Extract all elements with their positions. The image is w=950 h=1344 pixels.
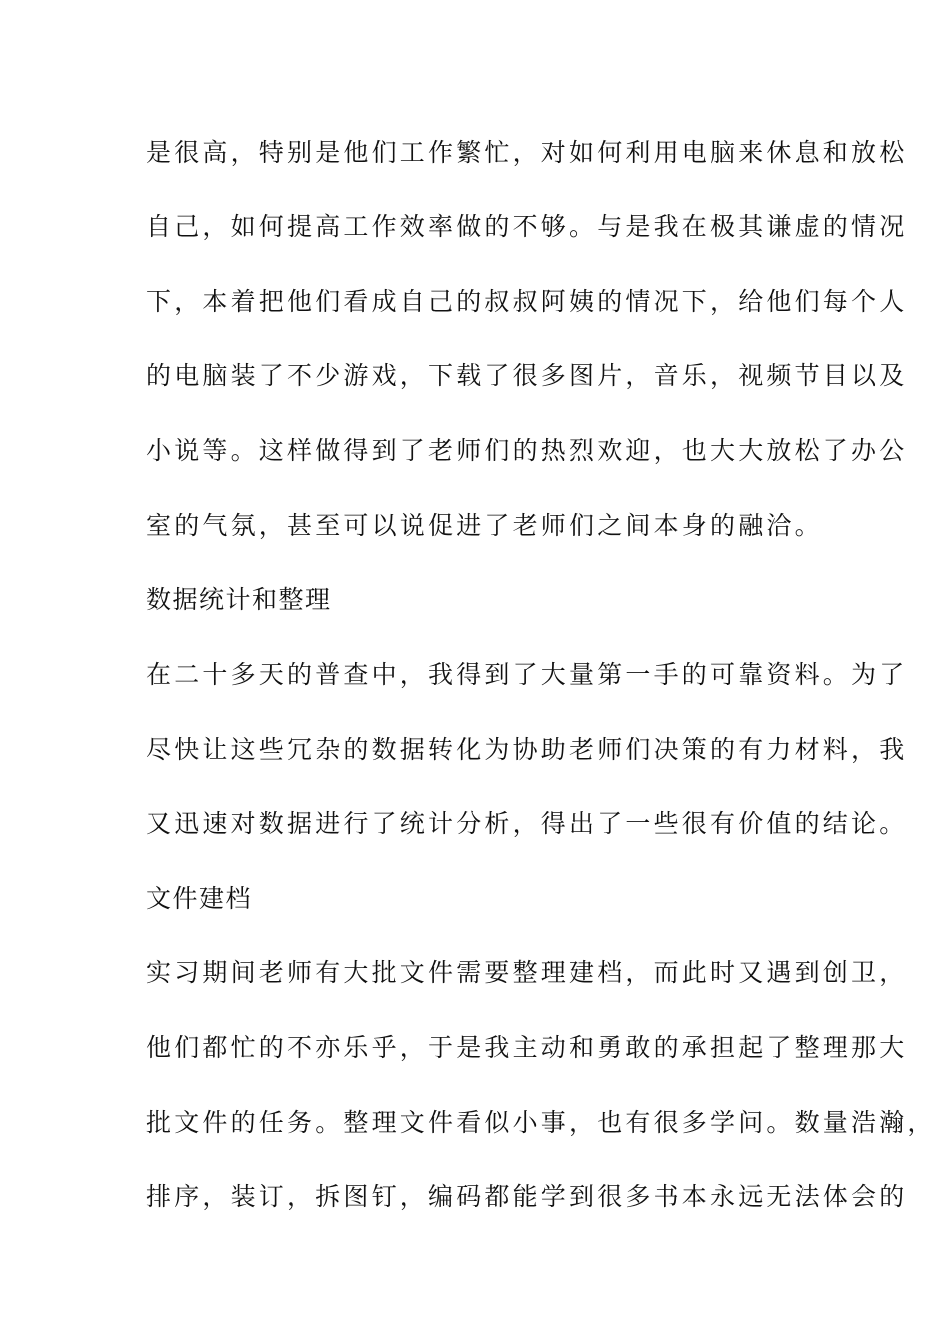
paragraph-line: 又迅速对数据进行了统计分析，得出了一些很有价值的结论。: [146, 809, 908, 838]
paragraph-line: 排序，装订，拆图钉，编码都能学到很多书本永远无法体会的: [146, 1182, 908, 1211]
paragraph-line: 尽快让这些冗杂的数据转化为协助老师们决策的有力材料，我: [146, 735, 908, 764]
paragraph-line: 在二十多天的普查中，我得到了大量第一手的可靠资料。为了: [146, 660, 908, 689]
section-heading-file-archiving: 文件建档: [146, 884, 253, 913]
paragraph-line: 下，本着把他们看成自己的叔叔阿姨的情况下，给他们每个人: [146, 287, 908, 316]
paragraph-line: 他们都忙的不亦乐乎，于是我主动和勇敢的承担起了整理那大: [146, 1033, 908, 1062]
paragraph-line: 的电脑装了不少游戏，下载了很多图片，音乐，视频节目以及: [146, 361, 908, 390]
section-heading-data-statistics: 数据统计和整理: [146, 585, 332, 614]
paragraph-line: 是很高，特别是他们工作繁忙，对如何利用电脑来休息和放松: [146, 138, 908, 167]
paragraph-line: 室的气氛，甚至可以说促进了老师们之间本身的融洽。: [146, 511, 823, 540]
paragraph-line: 小说等。这样做得到了老师们的热烈欢迎，也大大放松了办公: [146, 436, 908, 465]
paragraph-line: 批文件的任务。整理文件看似小事，也有很多学问。数量浩瀚，: [146, 1108, 936, 1137]
paragraph-line: 自己，如何提高工作效率做的不够。与是我在极其谦虚的情况: [146, 212, 908, 241]
paragraph-line: 实习期间老师有大批文件需要整理建档，而此时又遇到创卫，: [146, 958, 908, 987]
